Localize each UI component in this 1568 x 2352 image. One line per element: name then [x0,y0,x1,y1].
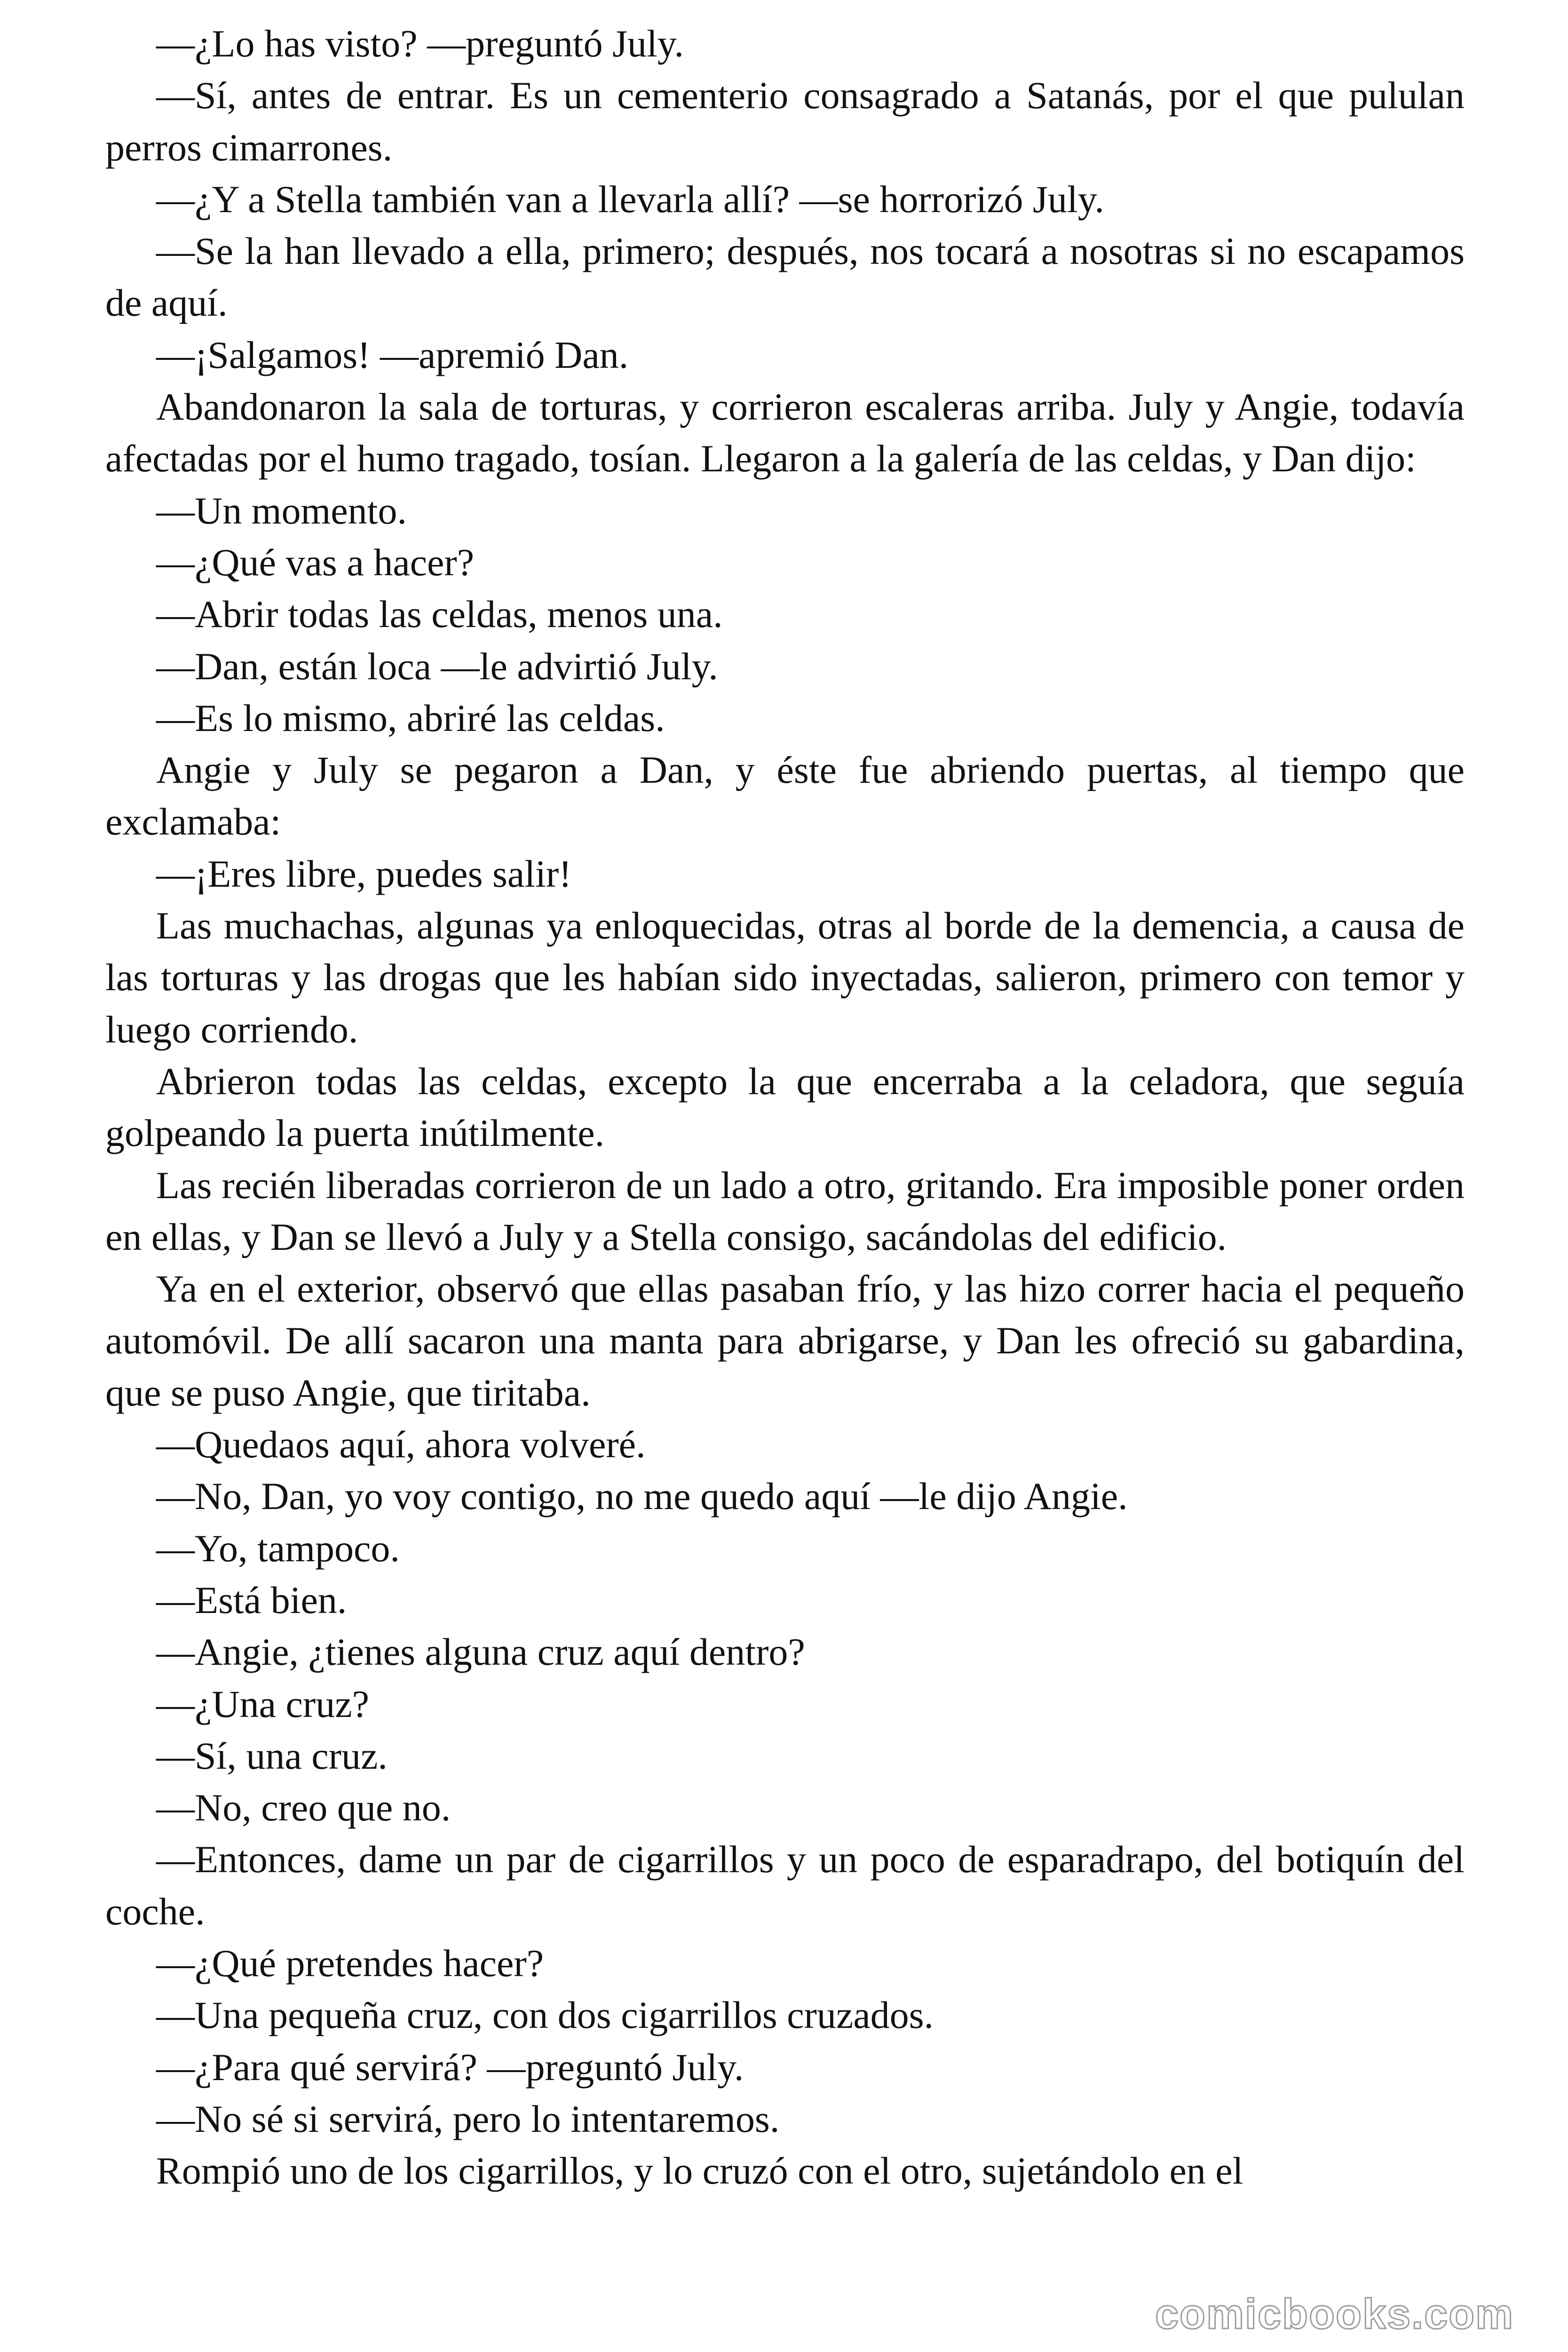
paragraph-6: Abandonaron la sala de torturas, y corrieron escaleras arriba. July y Angie, todavía afectadas por el humo tragado, tosían. Llegaron a la galería de las celdas, y Dan dijo: [105,385,1465,480]
paragraph-10: —Dan, están loca —le advirtió July. [156,644,718,688]
paragraph-28: —Una pequeña cruz, con dos cigarrillos cruzados. [156,1994,934,2037]
paragraph-23: —¿Una cruz? [156,1682,370,1725]
watermark-logo: comicbooks.com [1155,2291,1514,2338]
paragraph-30: —No sé si servirá, pero lo intentaremos. [156,2097,780,2140]
paragraph-5: —¡Salgamos! —apremió Dan. [156,333,629,376]
paragraph-8: —¿Qué vas a hacer? [156,540,475,584]
paragraph-17: Ya en el exterior, observó que ellas pasaban frío, y las hizo correr hacia el pequeño automóvil. De allí sacaron una manta para abrigarse, y Dan les ofreció su gabardina, que se puso Angie, que tiritaba. [105,1267,1465,1414]
paragraph-12: Angie y July se pegaron a Dan, y éste fue abriendo puertas, al tiempo que exclamaba: [105,748,1465,843]
paragraph-19: —No, Dan, yo voy contigo, no me quedo aquí —le dijo Angie. [156,1475,1128,1518]
paragraph-25: —No, creo que no. [156,1786,451,1829]
paragraph-16: Las recién liberadas corrieron de un lado a otro, gritando. Era imposible poner orden en ellas, y Dan se llevó a July y a Stella consigo, sacándolas del edificio. [105,1163,1465,1258]
paragraph-22: —Angie, ¿tienes alguna cruz aquí dentro? [156,1630,805,1674]
paragraph-24: —Sí, una cruz. [156,1734,388,1777]
paragraph-31: Rompió uno de los cigarrillos, y lo cruzó con el otro, sujetándolo en el [156,2149,1243,2193]
paragraph-20: —Yo, tampoco. [156,1526,400,1570]
paragraph-11: —Es lo mismo, abriré las celdas. [156,696,665,739]
paragraph-27: —¿Qué pretendes hacer? [156,1941,544,1985]
paragraph-29: —¿Para qué servirá? —preguntó July. [156,2045,744,2089]
paragraph-3: —¿Y a Stella también van a llevarla allí? —se horrorizó July. [156,177,1104,221]
body-text [105,18,1465,2197]
paragraph-15: Abrieron todas las celdas, excepto la que encerraba a la celadora, que seguía golpeando la puerta inútilmente. [105,1059,1465,1155]
paragraph-21: —Está bien. [156,1578,347,1621]
paragraph-13: —¡Eres libre, puedes salir! [156,852,572,895]
paragraph-7: —Un momento. [156,489,407,532]
paragraph-4: —Se la han llevado a ella, primero; después, nos tocará a nosotras si no escapamos de aquí. [105,230,1465,325]
paragraph-18: —Quedaos aquí, ahora volveré. [156,1423,646,1466]
paragraph-9: —Abrir todas las celdas, menos una. [156,593,723,636]
paragraph-2: —Sí, antes de entrar. Es un cementerio consagrado a Satanás, por el que pululan perros cimarrones. [105,74,1465,169]
paragraph-26: —Entonces, dame un par de cigarrillos y un poco de esparadrapo, del botiquín del coche. [105,1838,1465,1933]
paragraph-1: —¿Lo has visto? —preguntó July. [156,22,684,65]
paragraph-14: Las muchachas, algunas ya enloquecidas, otras al borde de la demencia, a causa de las torturas y las drogas que les habían sido inyectadas, salieron, primero con temor y luego corriendo. [105,904,1465,1051]
